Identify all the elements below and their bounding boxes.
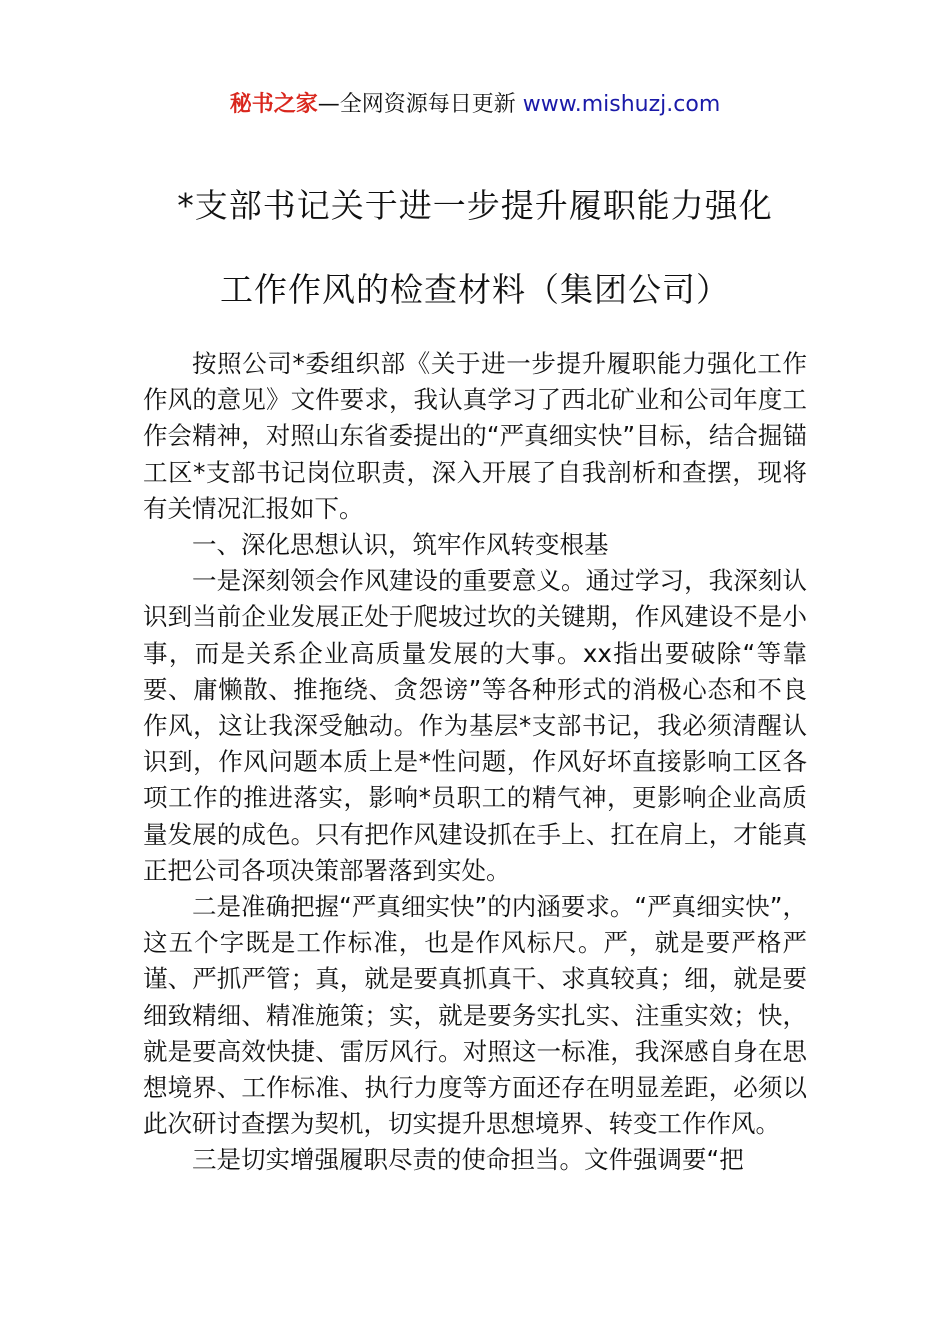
- document-body: [143, 346, 807, 1179]
- paragraph-point-3: 三是切实增强履职尽责的使命担当。文件强调要“把: [192, 1145, 744, 1175]
- site-header: [0, 88, 950, 122]
- site-url-link[interactable]: www.mishuzj.com: [522, 92, 721, 117]
- title-line-1: *支部书记关于进一步提升履职能力强化: [177, 186, 773, 225]
- document-title: [60, 164, 890, 332]
- paragraph-intro: 按照公司*委组织部《关于进一步提升履职能力强化工作作风的意见》文件要求，我认真学习了西北矿业和公司年度工作会精神，对照山东省委提出的“严真细实快”目标，结合掘锚工区*支部书记岗位职责，深入开展了自我剖析和查摆，现将有关情况汇报如下。: [143, 349, 807, 523]
- paragraph-point-1: 一是深刻领会作风建设的重要意义。通过学习，我深刻认识到当前企业发展正处于爬坡过坎的关键期，作风建设不是小事，而是关系企业高质量发展的大事。xx指出要破除“等靠要、庸懒散、推拖绕、贪怨谤”等各种形式的消极心态和不良作风，这让我深受触动。作为基层*支部书记，我必须清醒认识到，作风问题本质上是*性问题，作风好坏直接影响工区各项工作的推进落实，影响*员职工的精气神，更影响企业高质量发展的成色。只有把作风建设抓在手上、扛在肩上，才能真正把公司各项决策部署落到实处。: [143, 566, 807, 885]
- title-line-2: 工作作风的检查材料（集团公司）: [220, 270, 730, 309]
- site-tagline: —全网资源每日更新: [317, 92, 516, 117]
- paragraph-point-2: 二是准确把握“严真细实快”的内涵要求。“严真细实快”，这五个字既是工作标准，也是作风标尺。严，就是要严格严谨、严抓严管；真，就是要真抓真干、求真较真；细，就是要细致精细、精准施策；实，就是要务实扎实、注重实效；快，就是要高效快捷、雷厉风行。对照这一标准，我深感自身在思想境界、工作标准、执行力度等方面还存在明显差距，必须以此次研讨查摆为契机，切实提升思想境界、转变工作作风。: [143, 892, 807, 1139]
- site-brand: 秘书之家: [229, 92, 318, 117]
- section-heading: 一、深化思想认识，筑牢作风转变根基: [192, 530, 609, 560]
